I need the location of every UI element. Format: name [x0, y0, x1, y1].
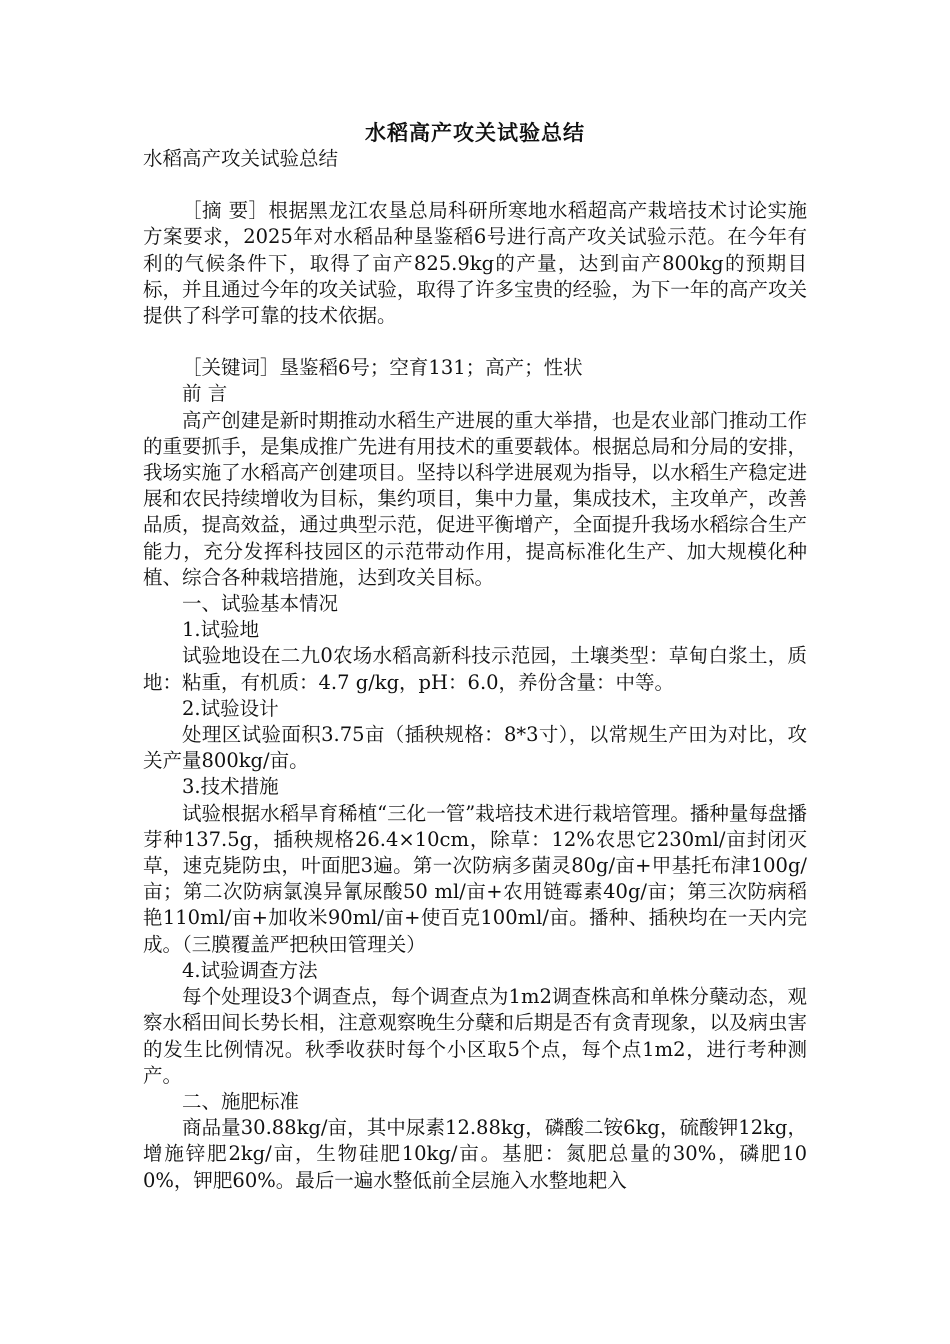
subsection-heading: 1.试验地 — [182, 618, 260, 642]
preface-paragraph: 高产创建是新时期推动水稻生产进展的重大举措，也是农业部门推动工作的重要抓手，是集成推广先进有用技术的重要载体。根据总局和分局的安排，我场实施了水稻高产创建项目。坚持以科学进展观为指导，以水稻生产稳定进展和农民持续增收为目标，集约项目，集中力量，集成技术，主攻单产，改善品质，提高效益，通过典型示范，促进平衡增产，全面提升我场水稻综合生产能力，充分发挥科技园区的示范带动作用，提高标准化生产、加大规模化种植、综合各种栽培措施，达到攻关目标。 — [143, 408, 807, 589]
spacer — [143, 329, 807, 355]
keywords-line: ［关键词］垦鉴稻6号；空育131；高产；性状 — [182, 356, 583, 380]
spacer — [143, 172, 807, 198]
subsection-heading: 4.试验调查方法 — [182, 958, 318, 982]
preface-heading: 前 言 — [182, 382, 228, 406]
subsection-paragraph: 试验地设在二九0农场水稻高新科技示范园，土壤类型：草甸白浆土，质地：粘重，有机质：4.7 g/kg，pH：6.0，养份含量：中等。 — [143, 644, 807, 694]
section-paragraph: 商品量30.88kg/亩，其中尿素12.88kg，磷酸二铵6kg，硫酸钾12kg，增施锌肥2kg/亩，生物硅肥10kg/亩。基肥：氮肥总量的30%，磷肥100%，钾肥60%。最后一遍水整低前全层施入水整地耙入 — [143, 1116, 807, 1192]
abstract-paragraph: ［摘 要］根据黑龙江农垦总局科研所寒地水稻超高产栽培技术讨论实施方案要求，2025年对水稻品种垦鉴稻6号进行高产攻关试验示范。在今年有利的气候条件下，取得了亩产825.9kg的产量，达到亩产800kg的预期目标，并且通过今年的攻关试验，取得了许多宝贵的经验，为下一年的高产攻关提供了科学可靠的技术依据。 — [143, 199, 807, 328]
section-heading: 二、施肥标准 — [182, 1089, 300, 1113]
document-body — [143, 146, 807, 1194]
subsection-heading: 3.技术措施 — [182, 775, 279, 799]
subsection-paragraph: 试验根据水稻旱育稀植“三化一管”栽培技术进行栽培管理。播种量每盘播芽种137.5g，插秧规格26.4×10cm，除草：12%农思它230ml/亩封闭灭草，速克毙防虫，叶面肥3遍。第一次防病多菌灵80g/亩+甲基托布津100g/亩；第二次防病氯溴异氰尿酸50 ml/亩+农用链霉素40g/亩；第三次防病稻艳110ml/亩+加收米90ml/亩+使百克100ml/亩。播种、插秧均在一天内完成。（三膜覆盖严把秧田管理关） — [143, 801, 807, 956]
document-title: 水稻高产攻关试验总结 — [365, 121, 585, 145]
section-heading: 一、试验基本情况 — [182, 592, 339, 616]
subsection-paragraph: 处理区试验面积3.75亩（插秧规格：8*3寸），以常规生产田为对比，攻关产量800kg/亩。 — [143, 723, 807, 773]
subsection-heading: 2.试验设计 — [182, 696, 279, 720]
subsection-paragraph: 每个处理设3个调查点，每个调查点为1m2调查株高和单株分蘖动态，观察水稻田间长势长相，注意观察晚生分蘖和后期是否有贪青现象，以及病虫害的发生比例情况。秋季收获时每个小区取5个点，每个点1m2，进行考种测产。 — [143, 985, 807, 1087]
document-subtitle: 水稻高产攻关试验总结 — [143, 147, 339, 170]
